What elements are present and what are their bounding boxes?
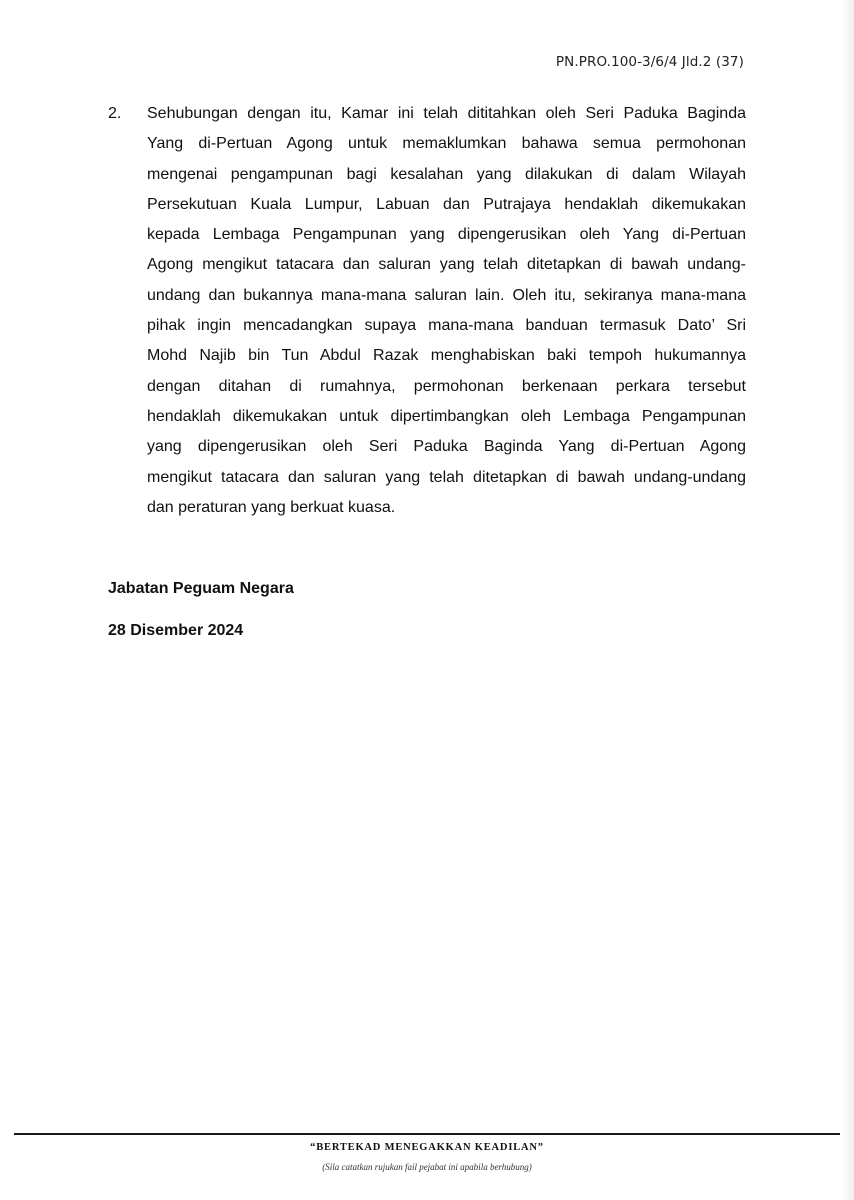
signoff-block xyxy=(108,568,294,652)
paragraph-line: mengenai pengampunan bagi kesalahan yang dilakukan di dalam Wilayah xyxy=(147,165,746,183)
signoff-date: 28 Disember 2024 xyxy=(108,622,244,639)
file-reference: PN.PRO.100-3/6/4 Jld.2 (37) xyxy=(555,54,744,70)
footer-note: (Sila catatkan rujukan fail pejabat ini apabila berhubung) xyxy=(322,1162,532,1172)
page-edge-shadow xyxy=(840,0,854,1200)
footer-motto: “BERTEKAD MENEGAKKAN KEADILAN” xyxy=(310,1142,544,1153)
paragraph-line: kepada Lembaga Pengampunan yang dipengerusikan oleh Yang di-Pertuan xyxy=(147,226,746,244)
paragraph-line: dan peraturan yang berkuat kuasa. xyxy=(147,498,396,516)
paragraph-line: Mohd Najib bin Tun Abdul Razak menghabiskan baki tempoh hukumannya xyxy=(147,347,746,365)
paragraph-line: Persekutuan Kuala Lumpur, Labuan dan Putrajaya hendaklah dikemukakan xyxy=(147,195,746,213)
footer-divider xyxy=(14,1133,840,1135)
paragraph-line: hendaklah dikemukakan untuk dipertimbangkan oleh Lembaga Pengampunan xyxy=(147,407,746,425)
paragraph-line: Sehubungan dengan itu, Kamar ini telah dititahkan oleh Seri Paduka Baginda xyxy=(147,105,746,122)
paragraph-line: Yang di-Pertuan Agong untuk memaklumkan bahawa semua permohonan xyxy=(147,135,746,153)
paragraph-line: yang dipengerusikan oleh Seri Paduka Baginda Yang di-Pertuan Agong xyxy=(147,438,746,456)
paragraph-line: Agong mengikut tatacara dan saluran yang telah ditetapkan di bawah undang- xyxy=(147,256,746,274)
paragraph-line: undang dan bukannya mana-mana saluran lain. Oleh itu, sekiranya mana-mana xyxy=(147,286,746,304)
paragraph-number: 2. xyxy=(108,105,122,122)
paragraph-line: pihak ingin mencadangkan supaya mana-mana banduan termasuk Dato’ Sri xyxy=(147,317,746,335)
paragraph-body xyxy=(147,99,746,523)
paragraph-line: dengan ditahan di rumahnya, permohonan berkenaan perkara tersebut xyxy=(147,377,746,395)
paragraph-line: mengikut tatacara dan saluran yang telah ditetapkan di bawah undang-undang xyxy=(147,468,746,486)
signoff-organization: Jabatan Peguam Negara xyxy=(108,580,294,597)
